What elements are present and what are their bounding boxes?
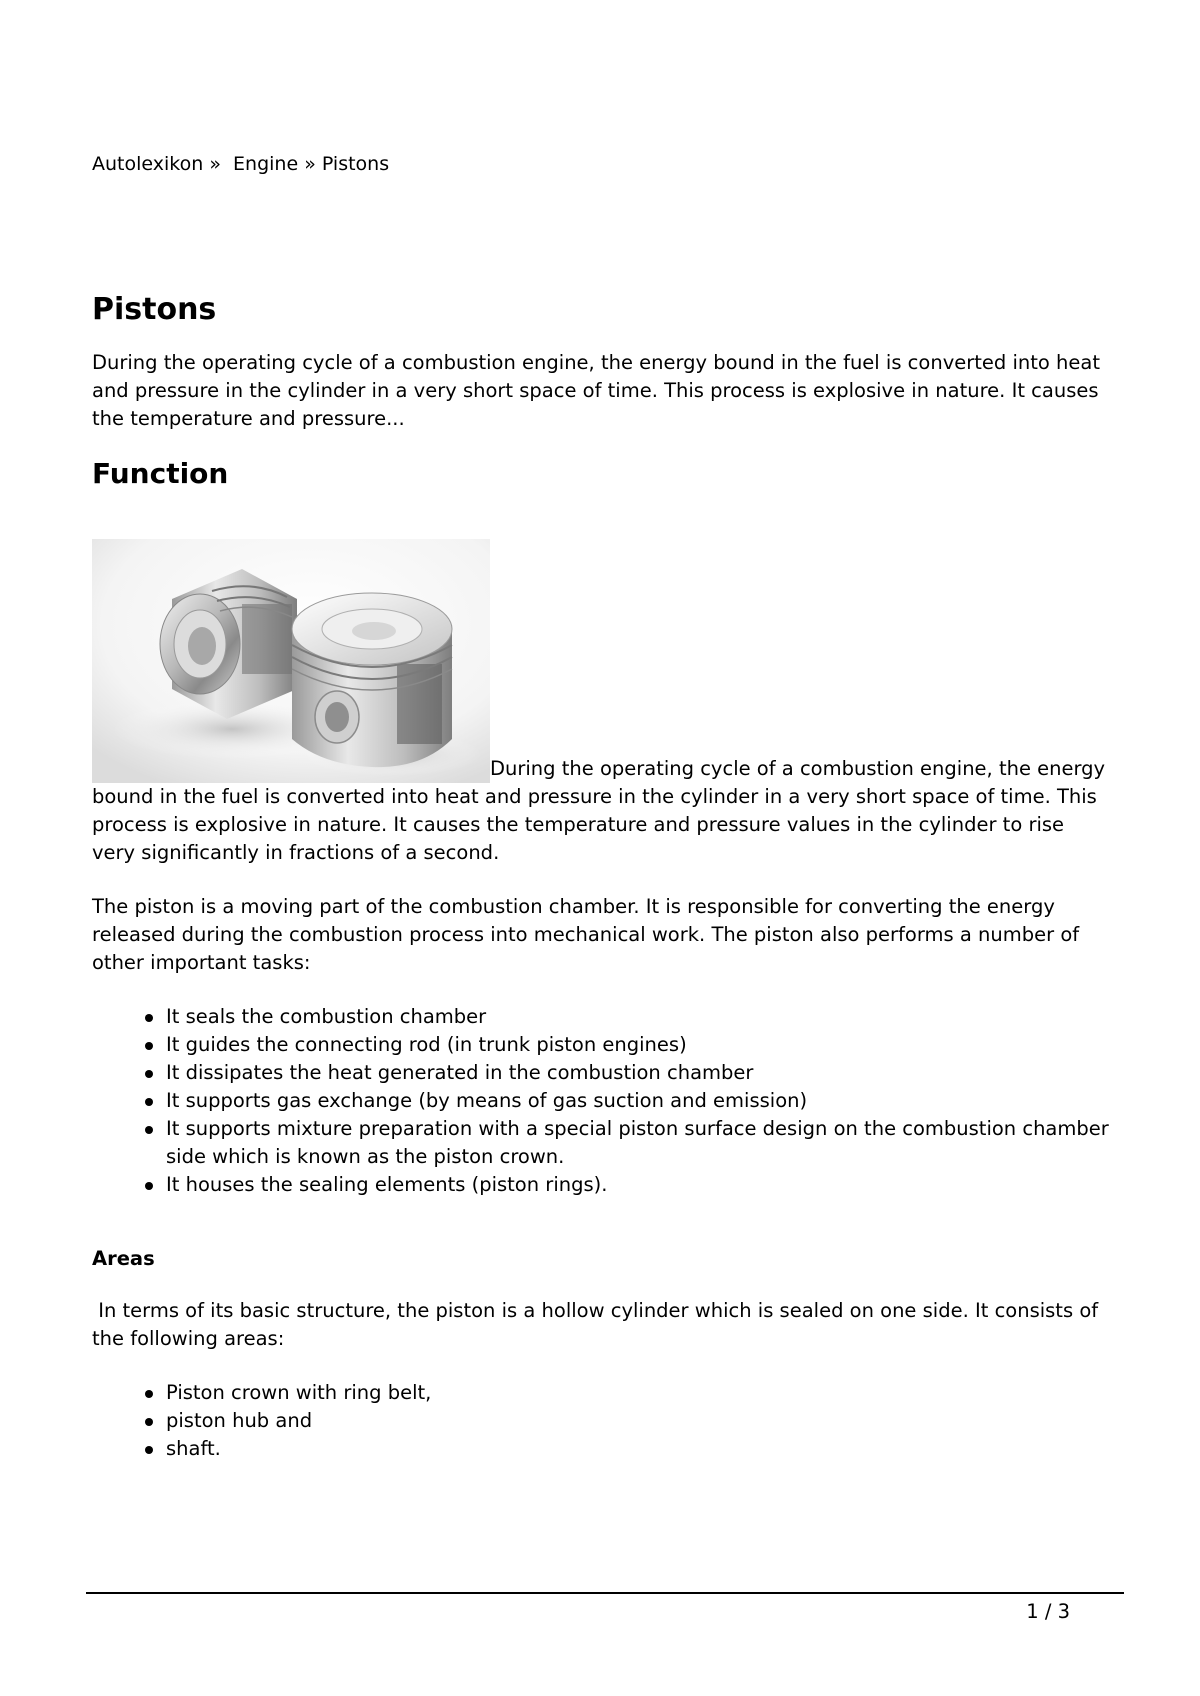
areas-paragraph: In terms of its basic structure, the piston is a hollow cylinder which is sealed on one side. It consists of the following areas: xyxy=(92,1299,1105,1350)
function-heading: Function xyxy=(92,457,229,490)
page-content xyxy=(92,150,1112,1463)
list-item: It supports gas exchange (by means of gas suction and emission) xyxy=(166,1087,1112,1115)
piston-photo-icon xyxy=(92,539,490,783)
bullet-icon xyxy=(145,1182,153,1190)
list-item: It houses the sealing elements (piston rings). xyxy=(166,1171,1112,1199)
footer-divider xyxy=(86,1592,1124,1594)
intro-paragraph: During the operating cycle of a combustion engine, the energy bound in the fuel is converted into heat and pressure in the cylinder in a very short space of time. This process is explosive in nature. It causes the temperature and pressure... xyxy=(92,351,1100,430)
function-paragraph-2: The piston is a moving part of the combustion chamber. It is responsible for converting the energy released during the combustion process into mechanical work. The piston also performs a number of other important tasks: xyxy=(92,895,1080,974)
breadcrumb xyxy=(92,150,1112,178)
page-title: Pistons xyxy=(92,292,217,327)
tasks-list xyxy=(92,1003,1112,1199)
list-item: piston hub and xyxy=(166,1407,1112,1435)
list-item: It dissipates the heat generated in the combustion chamber xyxy=(166,1059,1112,1087)
list-item: It supports mixture preparation with a special piston surface design on the combustion chamber side which is known as the piston crown. xyxy=(166,1115,1112,1171)
bullet-icon xyxy=(145,1042,153,1050)
function-block xyxy=(92,539,1112,867)
bullet-icon xyxy=(145,1014,153,1022)
bullet-icon xyxy=(145,1098,153,1106)
breadcrumb-item-autolexikon[interactable]: Autolexikon xyxy=(92,153,204,175)
page-number: 1 / 3 xyxy=(1026,1600,1070,1623)
list-item: It guides the connecting rod (in trunk piston engines) xyxy=(166,1031,1112,1059)
bullet-icon xyxy=(145,1070,153,1078)
bullet-icon xyxy=(145,1418,153,1426)
bullet-icon xyxy=(145,1390,153,1398)
breadcrumb-item-pistons[interactable]: Pistons xyxy=(321,153,390,175)
list-item: Piston crown with ring belt, xyxy=(166,1379,1112,1407)
list-item: shaft. xyxy=(166,1435,1112,1463)
breadcrumb-separator: » xyxy=(304,153,316,175)
areas-list xyxy=(92,1379,1112,1463)
bullet-icon xyxy=(145,1126,153,1134)
bullet-icon xyxy=(145,1446,153,1454)
areas-heading: Areas xyxy=(92,1247,155,1270)
breadcrumb-separator: » xyxy=(209,153,221,175)
breadcrumb-item-engine[interactable]: Engine xyxy=(233,153,299,175)
list-item: It seals the combustion chamber xyxy=(166,1003,1112,1031)
function-paragraph-1: During the operating cycle of a combustion engine, the energy bound in the fuel is converted into heat and pressure in the cylinder in a very short space of time. This process is explosive in nature. It causes the temperature and pressure values in the cylinder to rise very significantly in fractions of a second. xyxy=(92,757,1106,864)
